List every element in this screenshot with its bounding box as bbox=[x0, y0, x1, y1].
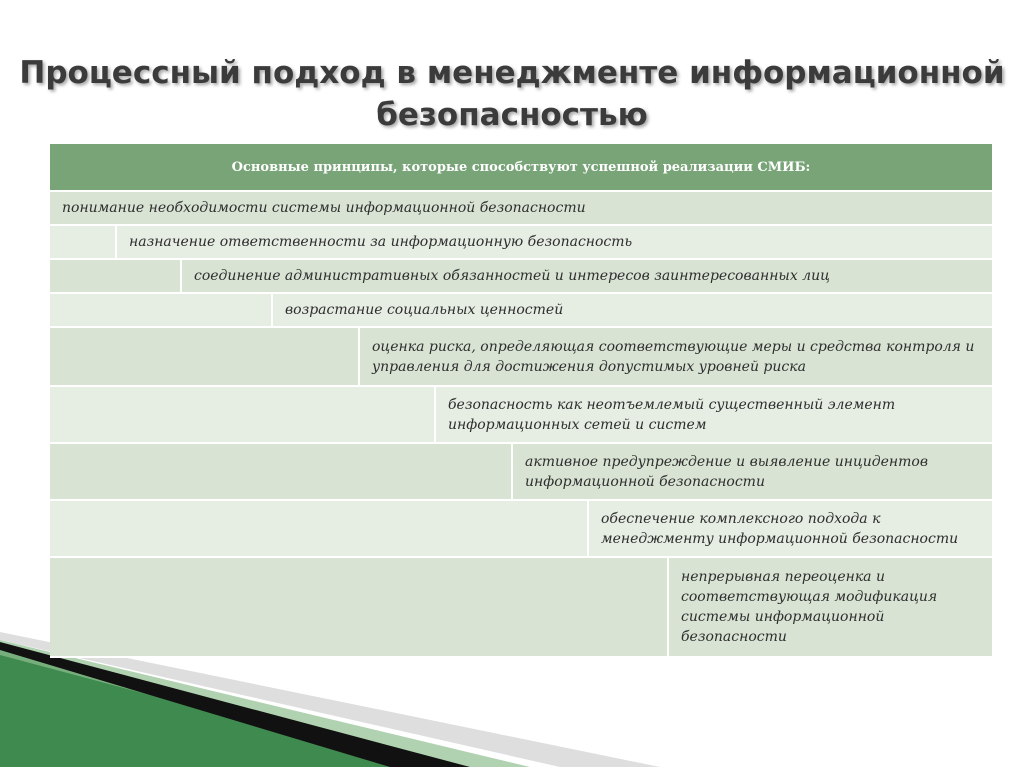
table-cell: обеспечение комплексного подхода к менеджменту информационной безопасности bbox=[589, 501, 992, 556]
principles-table bbox=[50, 144, 992, 658]
table-row bbox=[50, 328, 992, 387]
row-spacer bbox=[50, 294, 273, 326]
row-spacer bbox=[50, 328, 360, 385]
table-header: Основные принципы, которые способствуют успешной реализации СМИБ: bbox=[50, 144, 992, 192]
row-spacer bbox=[50, 260, 182, 292]
table-cell: соединение административных обязанностей и интересов заинтересованных лиц bbox=[182, 260, 992, 292]
table-cell: понимание необходимости системы информационной безопасности bbox=[50, 192, 992, 224]
row-spacer bbox=[50, 558, 669, 656]
table-row bbox=[50, 260, 992, 294]
table-row bbox=[50, 294, 992, 328]
table-row bbox=[50, 226, 992, 260]
light-green-stripe bbox=[0, 640, 530, 767]
table-row bbox=[50, 501, 992, 558]
table-row bbox=[50, 192, 992, 226]
table-cell: непрерывная переоценка и соответствующая модификация системы информационной безопасности bbox=[669, 558, 992, 656]
table-cell: безопасность как неотъемлемый существенный элемент информационных сетей и систем bbox=[436, 387, 992, 442]
table-cell: назначение ответственности за информационную безопасность bbox=[117, 226, 992, 258]
row-spacer bbox=[50, 444, 513, 499]
green-stripe bbox=[0, 650, 430, 767]
table-cell: оценка риска, определяющая соответствующие меры и средства контроля и управления для достижения допустимых уровней риска bbox=[360, 328, 992, 385]
table-row bbox=[50, 558, 992, 658]
table-cell: активное предупреждение и выявление инцидентов информационной безопасности bbox=[513, 444, 992, 499]
table-row bbox=[50, 387, 992, 444]
table-row bbox=[50, 444, 992, 501]
table-cell: возрастание социальных ценностей bbox=[273, 294, 992, 326]
page-title: Процессный подход в менеджменте информационной безопасностью bbox=[19, 55, 1005, 133]
black-stripe bbox=[0, 642, 470, 767]
row-spacer bbox=[50, 226, 117, 258]
row-spacer bbox=[50, 387, 436, 442]
row-spacer bbox=[50, 501, 589, 556]
